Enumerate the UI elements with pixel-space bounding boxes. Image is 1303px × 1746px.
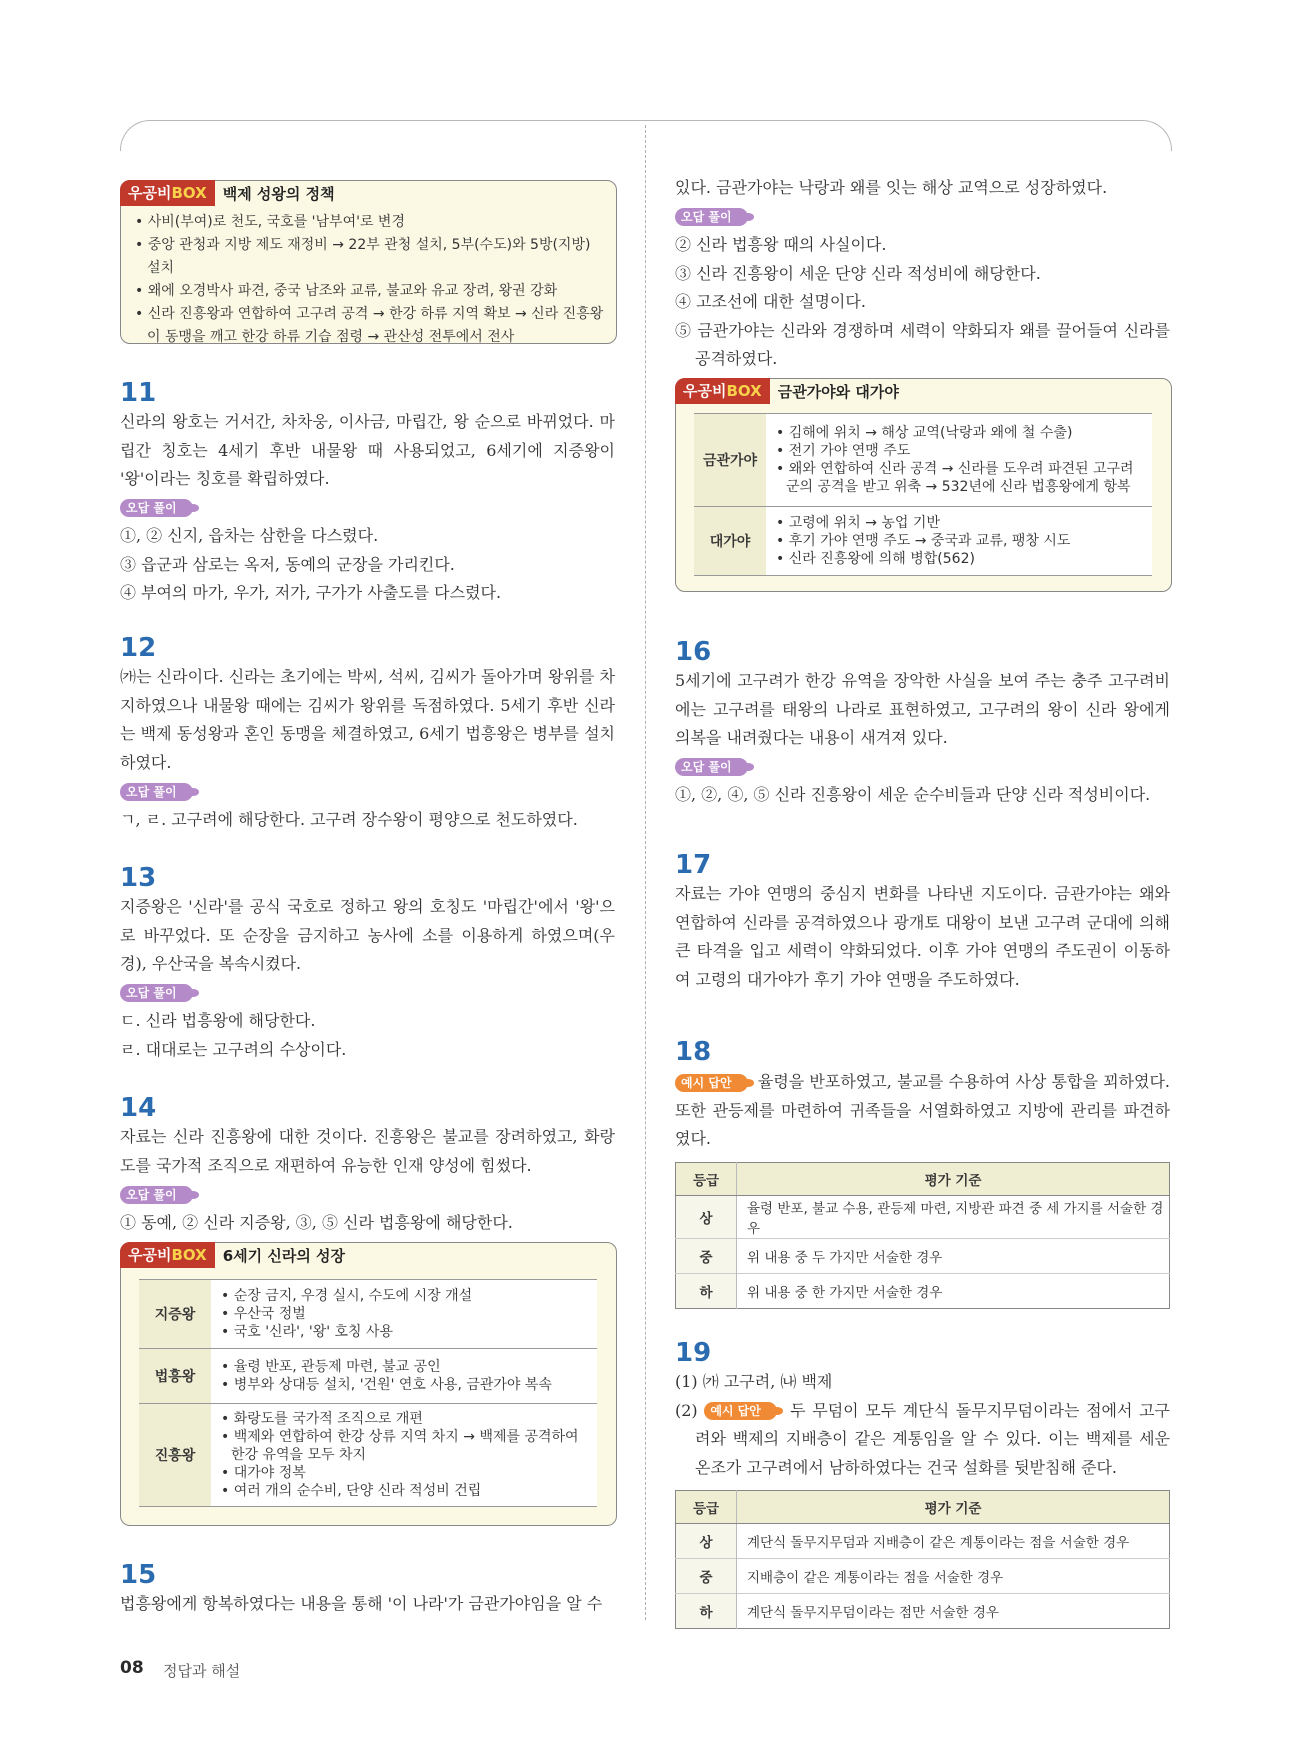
list-item: • 사비(부여)로 천도, 국호를 '남부여'로 변경 [135,214,405,230]
row-content: • 율령 반포, 관등제 마련, 불교 공인 • 병부와 상대등 설치, '건원' 연호 사용, 금관가야 복속 [211,1349,597,1404]
question-number-19: 19 [675,1338,712,1368]
row-label: 진흥왕 [139,1404,211,1507]
question-number-14: 14 [120,1093,157,1123]
table-row [676,1594,1170,1629]
table-header-row [676,1163,1170,1196]
answer-11 [120,408,615,608]
criteria-cell: 위 내용 중 두 가지만 서술한 경우 [737,1239,1170,1274]
box-title: 6세기 신라의 성장 [222,1246,346,1265]
grading-table-19 [675,1490,1170,1629]
question-number-13: 13 [120,863,157,893]
table-row [139,1349,597,1404]
table-row [676,1196,1170,1239]
explanation-text: 예시 답안 율령을 반포하였고, 불교를 수용하여 사상 통합을 꾀하였다. 또한 관등제를 마련하여 귀족들을 서열화하였고 지방에 관리를 파견하였다. [675,1072,1171,1148]
criteria-cell: 지배층이 같은 계통이라는 점을 서술한 경우 [737,1559,1170,1594]
row-content: • 순장 금지, 우경 실시, 수도에 시장 개설 • 우산국 정벌 • 국호 '신라', '왕' 호칭 사용 [211,1280,597,1349]
page-number: 08 [120,1658,144,1678]
tip-box-silla-growth [120,1242,617,1526]
table-row [676,1274,1170,1309]
wrong-answer-line: ㄹ. 대대로는 고구려의 수상이다. [120,1039,347,1059]
explanation-text: 법흥왕에게 항복하였다는 내용을 통해 '이 나라'가 금관가야임을 알 수 [120,1594,603,1613]
answer-14 [120,1123,615,1237]
box-badge: 우공비BOX [120,180,215,206]
row-content: • 고령에 위치 → 농업 기반 • 후기 가야 연맹 주도 → 중국과 교류, 팽창 시도 • 신라 진흥왕에 의해 병합(562) [766,507,1152,576]
table-row [694,414,1152,507]
list-item: • 신라 진흥왕과 연합하여 고구려 공격 → 한강 하류 지역 확보 → 신라 진흥왕이 동맹을 깨고 한강 하류 기습 점령 → 관산성 전투에서 전사 [135,306,604,345]
answer-part-2: (2) 예시 답안 두 무덤이 모두 계단식 돌무지무덤이라는 점에서 고구려와 백제의 지배층이 같은 계통임을 알 수 있다. 이는 백제를 세운 온조가 고구려에서 남하하였다는 건국 설화를 뒷받침해 준다. [675,1400,1170,1477]
wrong-answer-line: ①, ②, ④, ⑤ 신라 진흥왕이 세운 순수비들과 단양 신라 적성비이다. [675,785,1151,804]
criteria-cell: 계단식 돌무지무덤이라는 점만 서술한 경우 [737,1594,1170,1629]
explanation-text: 있다. 금관가야는 낙랑과 왜를 잇는 해상 교역으로 성장하였다. [675,178,1108,197]
answer-17 [675,880,1170,994]
answer-part-1: (1) ㈎ 고구려, ㈏ 백제 [675,1372,833,1391]
wrong-answer-tag: 오답 풀이 [675,208,748,226]
example-answer-tag: 예시 답안 [704,1402,777,1420]
row-label: 법흥왕 [139,1349,211,1404]
box-badge: 우공비BOX [120,1242,215,1268]
grade-cell: 중 [676,1559,737,1594]
criteria-cell: 위 내용 중 한 가지만 서술한 경우 [737,1274,1170,1309]
explanation-text: 자료는 신라 진흥왕에 대한 것이다. 진흥왕은 불교를 장려하였고, 화랑도를 국가적 조직으로 재편하여 유능한 인재 양성에 힘썼다. [120,1127,615,1175]
question-number-18: 18 [675,1037,712,1067]
wrong-answer-line: ①, ② 신지, 읍차는 삼한을 다스렸다. [120,526,379,545]
example-answer-tag: 예시 답안 [675,1074,748,1092]
column-header: 평가 기준 [737,1491,1170,1524]
tip-box-gaya [675,378,1172,592]
row-content: • 김해에 위치 → 해상 교역(낙랑과 왜에 철 수출) • 전기 가야 연맹 주도 • 왜와 연합하여 신라 공격 → 신라를 도우려 파견된 고구려 군의 공격을 받고 위축 → 532년에 신라 법흥왕에게 항복 [766,414,1152,507]
table-row [676,1524,1170,1559]
explanation-text: 지증왕은 '신라'를 공식 국호로 정하고 왕의 호칭도 '마립간'에서 '왕'으로 바꾸었다. 또 순장을 금지하고 농사에 소를 이용하게 하였으며(우경), 우산국을 복속시켰다. [120,897,615,973]
answer-18 [675,1068,1170,1154]
explanation-text: 신라의 왕호는 거서간, 차차웅, 이사금, 마립간, 왕 순으로 바뀌었다. 마립간 칭호는 4세기 후반 내물왕 때 사용되었고, 6세기에 지증왕이 '왕'이라는 칭호를 확립하였다. [120,412,615,488]
answer-12 [120,663,615,834]
column-header: 등급 [676,1163,737,1196]
question-number-12: 12 [120,633,157,663]
wrong-answer-line: ③ 읍군과 삼로는 옥저, 동예의 군장을 가리킨다. [120,554,455,574]
box-list [135,211,606,349]
wrong-answer-line: ㄷ. 신라 법흥왕에 해당한다. [120,1011,316,1030]
row-content: • 화랑도를 국가적 조직으로 개편 • 백제와 연합하여 한강 상류 지역 차지 → 백제를 공격하여 한강 유역을 모두 차지 • 대가야 정복 • 여러 개의 순수비, 단양 신라 적성비 건립 [211,1404,597,1507]
question-number-15: 15 [120,1560,157,1590]
table-row [139,1280,597,1349]
wrong-answer-line: ⑤ 금관가야는 신라와 경쟁하며 세력이 약화되자 왜를 끌어들여 신라를 공격하였다. [675,320,1170,368]
wrong-answer-tag: 오답 풀이 [675,758,748,776]
answer-16 [675,667,1170,810]
question-number-17: 17 [675,850,712,880]
explanation-text: ㈎는 신라이다. 신라는 초기에는 박씨, 석씨, 김씨가 돌아가며 왕위를 차지하였으나 내물왕 때에는 김씨가 왕위를 독점하였다. 5세기 후반 신라는 백제 동성왕과 혼인 동맹을 체결하였고, 6세기 법흥왕은 병부를 설치하였다. [120,667,615,772]
wrong-answer-line: ④ 부여의 마가, 우가, 저가, 구가가 사출도를 다스렸다. [120,583,502,602]
box-badge: 우공비BOX [675,378,770,404]
grade-cell: 중 [676,1239,737,1274]
page-frame-right [646,120,1172,151]
info-table [139,1279,597,1507]
table-row [694,507,1152,576]
table-row [139,1404,597,1507]
criteria-cell: 율령 반포, 불교 수용, 관등제 마련, 지방관 파견 중 세 가지를 서술한 경우 [737,1196,1170,1239]
list-item: • 왜에 오경박사 파견, 중국 남조와 교류, 불교와 유교 장려, 왕권 강화 [135,283,558,299]
box-title: 금관가야와 대가야 [777,382,899,401]
page-footer-title: 정답과 해설 [163,1662,241,1680]
criteria-cell: 계단식 돌무지무덤과 지배층이 같은 계통이라는 점을 서술한 경우 [737,1524,1170,1559]
table-row [676,1559,1170,1594]
table-header-row [676,1491,1170,1524]
column-divider [645,125,646,1620]
answer-15-continued [675,174,1170,374]
list-item: • 중앙 관청과 지방 제도 재정비 → 22부 관청 설치, 5부(수도)와 5방(지방) 설치 [135,237,591,276]
wrong-answer-tag: 오답 풀이 [120,499,193,517]
explanation-text: 자료는 가야 연맹의 중심지 변화를 나타낸 지도이다. 금관가야는 왜와 연합하여 신라를 공격하였으나 광개토 대왕이 보낸 고구려 군대에 의해 큰 타격을 입고 세력이 약화되었다. 이후 가야 연맹의 주도권이 이동하여 고령의 대가야가 후기 가야 연맹을 주도하였다. [675,884,1170,989]
wrong-answer-line: ㄱ, ㄹ. 고구려에 해당한다. 고구려 장수왕이 평양으로 천도하였다. [120,809,578,829]
grade-cell: 상 [676,1196,737,1239]
box-title: 백제 성왕의 정책 [222,184,335,203]
tip-box-baekje-seongwang [120,180,617,344]
grade-cell: 하 [676,1274,737,1309]
answer-15-start [120,1590,615,1619]
question-number-16: 16 [675,637,712,667]
wrong-answer-line: ④ 고조선에 대한 설명이다. [675,292,866,311]
question-number-11: 11 [120,378,157,408]
page-frame-left [120,120,646,151]
column-header: 등급 [676,1491,737,1524]
wrong-answer-tag: 오답 풀이 [120,1186,193,1204]
wrong-answer-tag: 오답 풀이 [120,984,193,1002]
wrong-answer-line: ③ 신라 진흥왕이 세운 단양 신라 적성비에 해당한다. [675,263,1041,283]
wrong-answer-tag: 오답 풀이 [120,783,193,801]
row-label: 지증왕 [139,1280,211,1349]
wrong-answer-line: ② 신라 법흥왕 때의 사실이다. [675,235,887,254]
row-label: 금관가야 [694,414,766,507]
answer-13 [120,893,615,1064]
info-table [694,413,1152,576]
table-row [676,1239,1170,1274]
grade-cell: 하 [676,1594,737,1629]
grade-cell: 상 [676,1524,737,1559]
wrong-answer-line: ① 동예, ② 신라 지증왕, ③, ⑤ 신라 법흥왕에 해당한다. [120,1212,513,1232]
explanation-text: 5세기에 고구려가 한강 유역을 장악한 사실을 보여 주는 충주 고구려비에는 고구려를 태왕의 나라로 표현하였고, 고구려의 왕이 신라 왕에게 의복을 내려줬다는 내용이 새겨져 있다. [675,671,1170,747]
column-header: 평가 기준 [737,1163,1170,1196]
grading-table-18 [675,1162,1170,1309]
answer-19 [675,1368,1170,1482]
row-label: 대가야 [694,507,766,576]
